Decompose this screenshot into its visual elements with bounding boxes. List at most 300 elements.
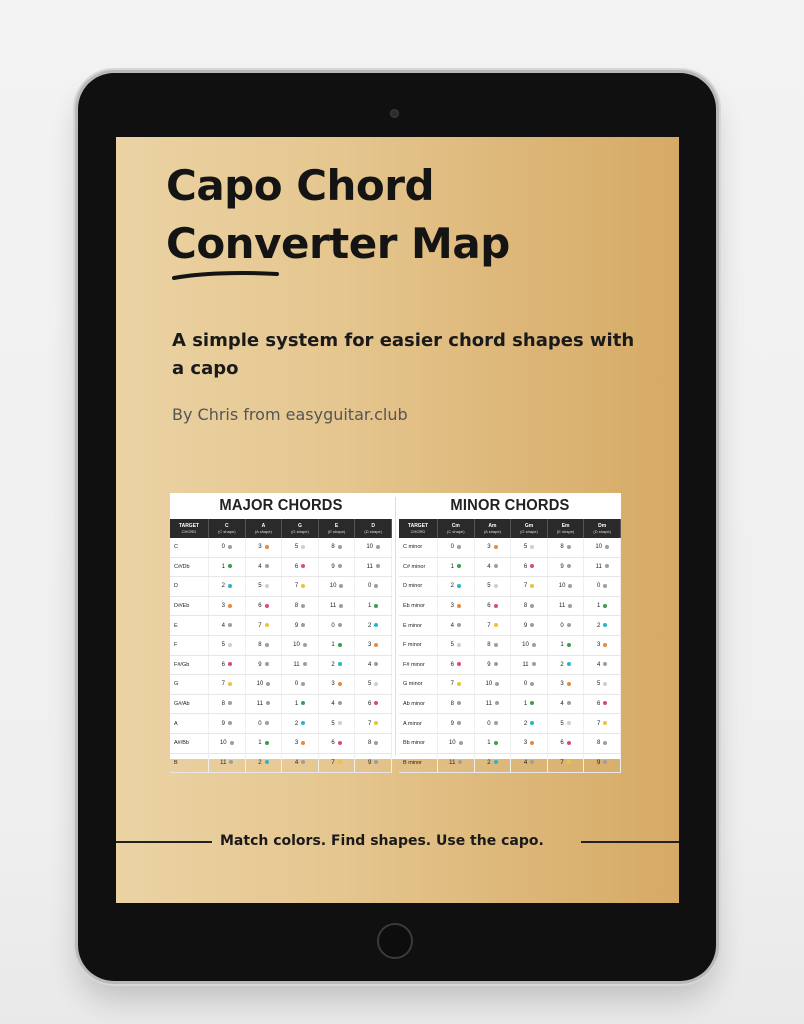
header-label: Am [488,522,497,529]
capo-fret-value: 10 [522,642,529,649]
table-row [170,616,392,636]
capo-fret-value: 0 [258,720,262,727]
header-label: TARGET [407,522,429,529]
minor-chords-panel [399,493,621,766]
capo-fret-cell [547,616,584,636]
color-dot-icon [303,662,307,666]
capo-fret-value: 1 [221,563,225,570]
capo-fret-value: 3 [294,740,299,747]
title-line-1: Capo Chord [166,161,435,210]
page-title [166,157,510,273]
capo-fret-cell [355,655,392,675]
target-chord-cell: F minor [399,635,438,655]
capo-fret-value: 11 [329,603,337,610]
table-row [399,655,621,675]
color-dot-icon [374,701,378,705]
color-dot-icon [457,662,461,666]
capo-fret-cell [438,675,475,695]
capo-fret-cell [474,714,511,734]
target-chord-cell: G [170,675,209,695]
capo-fret-value: 10 [485,681,493,688]
color-dot-icon [458,760,462,764]
color-dot-icon [338,682,342,686]
capo-fret-value: 6 [523,563,528,570]
color-dot-icon [265,760,269,764]
capo-fret-cell [547,753,584,773]
capo-fret-cell [209,557,246,577]
header-sublabel: (G shape) [291,528,309,534]
chord-chart [170,493,621,766]
table-row [170,675,392,695]
color-dot-icon [374,604,378,608]
capo-fret-value: 7 [597,720,601,727]
minor-header-1 [438,519,475,538]
capo-fret-value: 2 [294,720,299,727]
color-dot-icon [228,623,232,627]
header-label: Dm [598,522,607,529]
capo-fret-value: 11 [366,563,373,570]
capo-fret-value: 5 [294,544,299,551]
capo-fret-value: 0 [450,544,454,551]
color-dot-icon [228,604,232,608]
capo-fret-value: 11 [485,701,492,708]
capo-fret-value: 7 [450,681,454,688]
target-chord-cell: A minor [399,714,438,734]
color-dot-icon [228,662,232,666]
capo-fret-value: 4 [258,563,262,570]
capo-fret-cell [209,616,246,636]
capo-fret-cell [438,596,475,616]
capo-fret-cell [355,635,392,655]
capo-fret-cell [282,635,319,655]
capo-fret-cell [584,616,621,636]
capo-fret-cell [511,635,548,655]
target-chord-cell: F#/Gb [170,655,209,675]
capo-fret-value: 7 [523,583,528,590]
capo-fret-cell [438,753,475,773]
capo-fret-value: 11 [558,603,566,610]
color-dot-icon [603,623,607,627]
color-dot-icon [567,760,571,764]
capo-fret-cell [547,733,584,753]
color-dot-icon [228,721,232,725]
capo-fret-value: 8 [597,740,601,747]
capo-fret-cell [209,694,246,714]
color-dot-icon [457,564,461,568]
color-dot-icon [603,604,607,608]
capo-fret-value: 6 [450,661,454,668]
title-line-2: Converter Map [166,219,510,268]
capo-fret-value: 2 [331,661,335,668]
target-chord-cell: B [170,753,209,773]
target-chord-cell: C#/Db [170,557,209,577]
capo-fret-value: 10 [366,544,374,551]
capo-fret-value: 5 [368,681,372,688]
color-dot-icon [301,760,305,764]
capo-fret-value: 4 [523,759,528,766]
capo-fret-value: 7 [221,681,225,688]
capo-fret-value: 1 [523,701,528,708]
capo-fret-cell [438,557,475,577]
table-row [399,753,621,773]
capo-fret-cell [282,733,319,753]
capo-fret-cell [209,538,246,557]
color-dot-icon [266,701,270,705]
capo-fret-cell [209,596,246,616]
color-dot-icon [301,604,305,608]
color-dot-icon [494,741,498,745]
header-sublabel: (D shape) [364,528,382,534]
byline: By Chris from easyguitar.club [172,405,408,424]
capo-fret-cell [438,714,475,734]
target-chord-cell: G#/Ab [170,694,209,714]
capo-fret-value: 7 [294,583,299,590]
tagline-rule-left [116,841,212,843]
target-chord-cell: D minor [399,577,438,597]
capo-fret-value: 5 [523,544,528,551]
capo-fret-cell [282,694,319,714]
color-dot-icon [265,584,269,588]
capo-fret-value: 8 [368,740,372,747]
header-label: Em [561,522,570,529]
color-dot-icon [339,584,343,588]
capo-fret-value: 10 [219,740,227,747]
major-header-3 [282,519,319,538]
table-row [399,714,621,734]
capo-fret-cell [245,753,282,773]
color-dot-icon [374,682,378,686]
capo-fret-value: 9 [331,563,335,570]
color-dot-icon [374,741,378,745]
capo-fret-value: 4 [487,563,491,570]
capo-fret-cell [282,557,319,577]
title-underline [171,269,281,283]
capo-fret-cell [547,596,584,616]
header-label: C [224,522,229,529]
capo-fret-value: 2 [221,583,225,590]
color-dot-icon [338,545,342,549]
color-dot-icon [603,682,607,686]
table-row [399,675,621,695]
capo-fret-value: 9 [450,720,454,727]
capo-fret-cell [547,655,584,675]
capo-fret-cell [282,577,319,597]
capo-fret-value: 9 [597,759,601,766]
capo-fret-cell [318,655,355,675]
capo-fret-value: 5 [221,642,225,649]
color-dot-icon [338,701,342,705]
capo-fret-value: 4 [221,622,225,629]
capo-fret-value: 0 [331,622,335,629]
color-dot-icon [457,584,461,588]
color-dot-icon [303,643,307,647]
capo-fret-cell [547,714,584,734]
capo-fret-value: 9 [221,720,225,727]
capo-fret-cell [547,675,584,695]
capo-fret-value: 9 [487,661,491,668]
capo-fret-cell [511,655,548,675]
capo-fret-value: 1 [560,642,564,649]
tagline: Match colors. Find shapes. Use the capo. [220,833,544,849]
color-dot-icon [457,643,461,647]
capo-fret-cell [318,616,355,636]
color-dot-icon [301,682,305,686]
header-label: G [298,522,302,529]
header-label: D [371,522,375,529]
color-dot-icon [567,741,571,745]
capo-fret-cell [584,577,621,597]
home-button[interactable] [377,923,413,959]
capo-fret-cell [438,694,475,714]
capo-fret-value: 8 [450,701,454,708]
target-chord-cell: E minor [399,616,438,636]
capo-fret-cell [474,733,511,753]
capo-fret-value: 2 [597,622,601,629]
capo-fret-cell [355,538,392,557]
color-dot-icon [301,741,305,745]
capo-fret-value: 2 [258,759,262,766]
capo-fret-cell [245,694,282,714]
capo-fret-cell [474,596,511,616]
table-row [399,538,621,557]
color-dot-icon [457,721,461,725]
color-dot-icon [567,721,571,725]
capo-fret-value: 6 [294,563,299,570]
table-row [399,635,621,655]
capo-fret-cell [474,557,511,577]
color-dot-icon [338,564,342,568]
capo-fret-cell [547,635,584,655]
color-dot-icon [228,564,232,568]
capo-fret-cell [438,616,475,636]
table-row [399,577,621,597]
capo-fret-cell [209,753,246,773]
capo-fret-cell [318,694,355,714]
capo-fret-value: 1 [331,642,335,649]
minor-chords-table [399,519,621,773]
target-chord-cell: F# minor [399,655,438,675]
color-dot-icon [374,760,378,764]
capo-fret-value: 6 [331,740,335,747]
color-dot-icon [374,584,378,588]
capo-fret-cell [245,616,282,636]
capo-fret-cell [209,655,246,675]
color-dot-icon [301,584,305,588]
capo-fret-value: 8 [221,701,225,708]
capo-fret-cell [547,538,584,557]
color-dot-icon [374,643,378,647]
capo-fret-cell [584,694,621,714]
header-label: TARGET [178,522,200,529]
target-chord-cell: Eb minor [399,596,438,616]
capo-fret-value: 6 [597,701,601,708]
color-dot-icon [265,721,269,725]
capo-fret-cell [355,596,392,616]
target-chord-cell: Bb minor [399,733,438,753]
capo-fret-value: 1 [487,740,491,747]
color-dot-icon [495,682,499,686]
color-dot-icon [605,545,609,549]
table-row [170,714,392,734]
capo-fret-cell [584,714,621,734]
color-dot-icon [459,741,463,745]
header-sublabel: (A shape) [483,528,501,534]
color-dot-icon [603,643,607,647]
capo-fret-cell [474,616,511,636]
color-dot-icon [265,643,269,647]
capo-fret-value: 8 [523,603,528,610]
color-dot-icon [301,564,305,568]
color-dot-icon [494,584,498,588]
color-dot-icon [228,701,232,705]
color-dot-icon [494,662,498,666]
major-header-2 [245,519,282,538]
color-dot-icon [568,604,572,608]
color-dot-icon [301,701,305,705]
capo-fret-value: 2 [560,661,564,668]
capo-fret-value: 9 [523,622,528,629]
capo-fret-value: 8 [258,642,262,649]
color-dot-icon [494,564,498,568]
capo-fret-value: 10 [558,583,566,590]
color-dot-icon [605,564,609,568]
capo-fret-value: 1 [368,603,372,610]
capo-fret-value: 4 [331,701,335,708]
capo-fret-value: 5 [597,681,601,688]
panel-divider [395,497,396,755]
color-dot-icon [530,760,534,764]
capo-fret-value: 9 [294,622,299,629]
capo-fret-value: 8 [331,544,335,551]
table-row [399,557,621,577]
target-chord-cell: G minor [399,675,438,695]
color-dot-icon [228,682,232,686]
color-dot-icon [494,604,498,608]
table-row [170,655,392,675]
capo-fret-value: 4 [368,661,372,668]
color-dot-icon [494,643,498,647]
capo-fret-cell [318,538,355,557]
color-dot-icon [530,701,534,705]
capo-fret-value: 10 [329,583,337,590]
capo-fret-cell [318,714,355,734]
table-row [399,694,621,714]
capo-fret-value: 2 [523,720,528,727]
color-dot-icon [265,545,269,549]
capo-fret-value: 8 [294,603,299,610]
capo-fret-value: 2 [368,622,372,629]
capo-fret-cell [584,675,621,695]
capo-fret-value: 10 [448,740,456,747]
color-dot-icon [376,564,380,568]
color-dot-icon [265,604,269,608]
table-row [170,596,392,616]
color-dot-icon [567,682,571,686]
target-chord-cell: B minor [399,753,438,773]
capo-fret-value: 4 [450,622,454,629]
header-sublabel: (G shape) [520,528,538,534]
capo-fret-value: 2 [487,759,491,766]
capo-fret-cell [584,655,621,675]
capo-fret-cell [282,616,319,636]
capo-fret-value: 5 [487,583,491,590]
capo-fret-cell [474,655,511,675]
target-chord-cell: D#/Eb [170,596,209,616]
color-dot-icon [265,623,269,627]
capo-fret-cell [474,635,511,655]
table-row [399,596,621,616]
capo-fret-value: 3 [523,740,528,747]
capo-fret-cell [318,557,355,577]
color-dot-icon [376,545,380,549]
capo-fret-value: 8 [487,642,491,649]
capo-fret-cell [355,577,392,597]
capo-fret-value: 7 [487,622,491,629]
major-header-1 [209,519,246,538]
header-sublabel: CHORD [181,528,197,534]
header-sublabel: CHORD [410,528,426,534]
capo-fret-value: 3 [487,544,491,551]
tablet-frame [78,73,716,981]
capo-fret-value: 1 [258,740,262,747]
capo-fret-cell [318,596,355,616]
color-dot-icon [603,584,607,588]
capo-fret-cell [282,538,319,557]
capo-fret-value: 0 [294,681,299,688]
capo-fret-cell [245,557,282,577]
capo-fret-cell [355,753,392,773]
table-row [399,733,621,753]
capo-fret-cell [584,596,621,616]
table-row [170,577,392,597]
capo-fret-value: 9 [560,563,564,570]
capo-fret-cell [245,635,282,655]
capo-fret-value: 11 [595,563,602,570]
color-dot-icon [457,701,461,705]
capo-fret-value: 0 [487,720,491,727]
capo-fret-cell [438,655,475,675]
color-dot-icon [265,564,269,568]
target-chord-cell: C minor [399,538,438,557]
capo-fret-value: 6 [221,661,225,668]
capo-fret-cell [245,538,282,557]
major-header-4 [318,519,355,538]
tagline-row [116,830,679,852]
capo-fret-cell [511,538,548,557]
capo-fret-cell [318,733,355,753]
color-dot-icon [229,760,233,764]
capo-fret-cell [209,714,246,734]
target-chord-cell: F [170,635,209,655]
minor-header-5 [584,519,621,538]
capo-fret-cell [318,577,355,597]
capo-fret-value: 7 [560,759,564,766]
header-sublabel: (C shape) [447,528,465,534]
table-row [399,616,621,636]
capo-fret-value: 2 [450,583,454,590]
capo-fret-value: 7 [368,720,372,727]
color-dot-icon [265,741,269,745]
capo-fret-value: 0 [597,583,601,590]
capo-fret-cell [245,733,282,753]
color-dot-icon [339,604,343,608]
color-dot-icon [603,701,607,705]
header-sublabel: (E shape) [327,528,346,534]
header-label: Cm [451,522,460,529]
color-dot-icon [567,545,571,549]
capo-fret-value: 7 [331,759,335,766]
capo-fret-value: 9 [258,661,262,668]
